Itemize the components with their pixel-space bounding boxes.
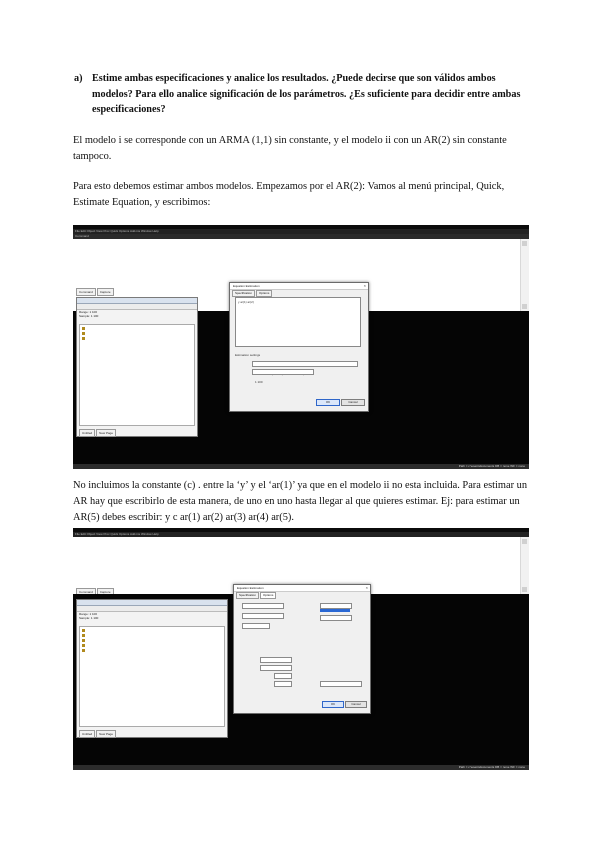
dropdown-highlight[interactable] xyxy=(320,609,350,612)
command-label: Command xyxy=(73,234,529,239)
dialog-title: Equation Estimation xyxy=(234,585,370,592)
tab-capture[interactable]: Capture xyxy=(97,288,114,296)
workfile-range-row: Range: 1 100 xyxy=(79,612,98,616)
equation-estimation-dialog[interactable] xyxy=(233,584,371,714)
workfile-object-list[interactable] xyxy=(79,324,195,426)
status-bar: Path = c:\users\documents DB = none WF = none xyxy=(73,464,529,469)
options-dropdown[interactable] xyxy=(320,615,352,621)
estimation-settings-label: Estimation settings xyxy=(235,353,261,357)
tab-capture[interactable]: Capture xyxy=(97,588,114,596)
method-select[interactable] xyxy=(252,361,358,367)
paragraph-ar-explanation: No incluimos la constante (c) . entre la ‘y’ y el ‘ar(1)’ ya que en el modelo ii no esta incluida. Para estimar un AR hay que escribirlo de esta manera, de uno en uno hasta llegar al que quieres estimar. Ej: para estimar un AR(5) debes escribir: y c ar(1) ar(2) ar(3) ar(4) ar(5). xyxy=(73,480,528,523)
cancel-button[interactable]: Cancel xyxy=(345,701,367,708)
command-scrollbar[interactable] xyxy=(520,537,529,594)
workfile-tabs[interactable] xyxy=(79,730,117,736)
dialog-title: Equation Estimation xyxy=(230,283,368,290)
dialog-tabs[interactable] xyxy=(234,592,370,597)
command-scrollbar[interactable] xyxy=(520,239,529,311)
options-field[interactable] xyxy=(242,603,284,609)
screenshot-eviews-options xyxy=(73,528,529,770)
workfile-sample-row: Sample: 1 100 xyxy=(79,616,99,620)
series-icon xyxy=(82,327,85,330)
ok-button[interactable]: OK xyxy=(316,399,340,406)
question-marker: a) xyxy=(74,73,83,84)
sample-field[interactable] xyxy=(252,369,314,384)
equation-estimation-dialog[interactable] xyxy=(229,282,369,412)
series-icon xyxy=(82,337,85,340)
close-icon[interactable]: × xyxy=(365,585,368,590)
tab-options[interactable]: Options xyxy=(256,290,272,297)
question-text: Estime ambas especificaciones y analice los resultados. ¿Puede decirse que son válidos ambos modelos? Para ello analice significación de los parámetros. ¿Es suficiente para decidir entre ambas especificaciones? xyxy=(92,73,521,115)
close-icon[interactable]: × xyxy=(363,283,366,288)
series-icon xyxy=(82,649,85,652)
options-select[interactable] xyxy=(260,657,292,663)
dialog-tabs[interactable] xyxy=(230,290,368,295)
options-field[interactable] xyxy=(242,613,284,619)
main-menu[interactable]: File Edit Object View Proc Quick Options Add-ins Window Help xyxy=(73,229,529,234)
paragraph-model-description: El modelo i se corresponde con un ARMA (1,1) sin constante, y el modelo ii con un AR(2) sin constante tampoco. xyxy=(73,135,507,162)
command-tabs[interactable] xyxy=(76,288,115,294)
cancel-button[interactable]: Cancel xyxy=(341,399,365,406)
convergence-field[interactable] xyxy=(274,681,292,687)
main-menu[interactable]: File Edit Object View Proc Quick Options Add-ins Window Help xyxy=(73,532,529,537)
workfile-window[interactable] xyxy=(76,599,228,738)
equation-spec-text: y ar(1) ar(2) xyxy=(238,300,254,304)
options-select[interactable] xyxy=(260,665,292,671)
tab-command[interactable]: Command xyxy=(76,588,96,596)
tab-new-page[interactable]: New Page xyxy=(96,730,116,738)
paragraph-estimation-intro: Para esto debemos estimar ambos modelos. Empezamos por el AR(2): Vamos al menú principal, Quick, Estimate Equation, y escribimos: xyxy=(73,181,505,208)
series-icon xyxy=(82,634,85,637)
tab-specification[interactable]: Specification xyxy=(236,592,259,599)
options-field[interactable] xyxy=(242,623,270,629)
equation-specification-box[interactable] xyxy=(235,297,361,347)
status-bar: Path = c:\users\documents DB = none WF = none xyxy=(73,765,529,770)
tab-options[interactable]: Options xyxy=(260,592,276,599)
options-field[interactable] xyxy=(320,681,362,687)
series-icon xyxy=(82,639,85,642)
ok-button[interactable]: OK xyxy=(322,701,344,708)
tab-new-page[interactable]: New Page xyxy=(96,429,116,437)
tab-command[interactable]: Command xyxy=(76,288,96,296)
tab-specification[interactable]: Specification xyxy=(232,290,255,297)
series-icon xyxy=(82,629,85,632)
sample-value: 1 100 xyxy=(255,380,263,384)
workfile-object-list[interactable] xyxy=(79,626,225,727)
tab-untitled[interactable]: Untitled xyxy=(79,429,95,437)
series-icon xyxy=(82,644,85,647)
question-item xyxy=(74,71,532,118)
workfile-window[interactable] xyxy=(76,297,198,437)
workfile-tabs[interactable] xyxy=(79,429,117,435)
screenshot-eviews-ar2 xyxy=(73,225,529,469)
workfile-sample-row: Sample: 1 100 xyxy=(79,314,99,318)
series-icon xyxy=(82,332,85,335)
workfile-range-row: Range: 1 100 xyxy=(79,310,98,314)
tab-untitled[interactable]: Untitled xyxy=(79,730,95,738)
iterations-field[interactable] xyxy=(274,673,292,679)
